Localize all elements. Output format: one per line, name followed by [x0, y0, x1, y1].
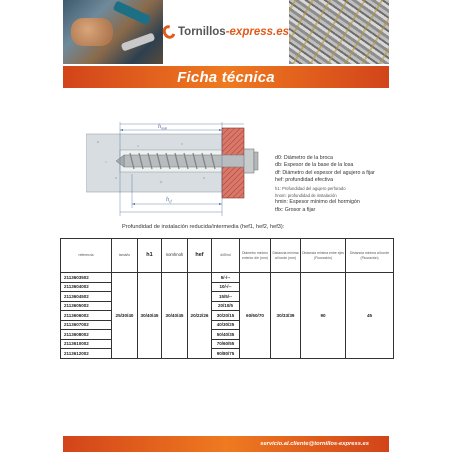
legend-line: hnom: profundidad de instalación — [275, 193, 337, 199]
footer-band — [63, 436, 389, 452]
code-cell: 2113607002 — [61, 320, 112, 330]
code-cell: 2113605002 — [61, 301, 112, 311]
hef-label: $h_{ef}$ — [166, 197, 172, 204]
edge-distance-cell: 30/33/39 — [271, 273, 301, 359]
page-title: Ficha técnica — [177, 68, 275, 86]
legend-line: db: Espesor de la base de la losa — [275, 162, 354, 169]
legend-line: d0: Diámetro de la broca — [275, 155, 334, 161]
code-cell: 2113604502 — [61, 292, 112, 302]
tfix-cell: 10/-/-- — [212, 282, 240, 292]
header-cell: d/Ø/nd — [212, 239, 240, 273]
logo-icon — [160, 23, 177, 41]
header-banner — [63, 0, 389, 64]
table-subtitle: Profundidad de instalación reducida/intermedia (hef1, hef2, hef3): — [122, 224, 285, 230]
footer-email-link[interactable]: servicio.al.cliente@tornillos-express.es — [260, 441, 369, 447]
legend-line: hef: profundidad efectiva — [275, 177, 334, 184]
header-photo-screws — [289, 0, 389, 64]
legend-line: hmin: Espesor mínimo del hormigón — [275, 199, 360, 206]
code-cell: 2113604002 — [61, 282, 112, 292]
code-cell: 2113603502 — [61, 273, 112, 283]
tfix-cell: 50/40/35 — [212, 330, 240, 340]
table-row — [61, 273, 394, 283]
header-cell: hef — [188, 239, 212, 273]
edge-fluor-cell: 45 — [346, 273, 394, 359]
screw-anchor-diagram — [86, 118, 268, 230]
title-band — [63, 66, 389, 88]
tfix-cell: 5/-/-- — [212, 273, 240, 283]
tfix-cell: 40/30/25 — [212, 320, 240, 330]
header-cell: Distancia mínima entre ejes (Fluoración) — [301, 239, 346, 273]
screw-head — [244, 149, 254, 173]
legend-line: tfix: Grosor a fijar — [275, 206, 316, 213]
hnom-cell: 30/40/45 — [162, 273, 188, 359]
hnom-label: $h_{nom}$ — [158, 124, 168, 131]
tfix-cell: 70/60/55 — [212, 339, 240, 349]
size-cell: 25/30/40 — [112, 273, 138, 359]
min-thickness-cell: 60/60/70 — [240, 273, 271, 359]
logo[interactable] — [163, 0, 289, 64]
header-cell: Diámetro mínimo exterior d/e (mm) — [240, 239, 271, 273]
code-cell: 2113608002 — [61, 330, 112, 340]
code-cell: 2113606002 — [61, 311, 112, 321]
header-cell: Distancia mínima al borde (Fluoración) — [346, 239, 394, 273]
hef-cell: 20/22/26 — [188, 273, 212, 359]
header-cell: tamaño — [112, 239, 138, 273]
code-cell: 2113610002 — [61, 339, 112, 349]
header-cell: h1 — [138, 239, 162, 273]
tfix-cell: 90/80/75 — [212, 349, 240, 359]
header-cell: referencia — [61, 239, 112, 273]
diagram-legend — [275, 155, 395, 214]
code-cell: 2113612002 — [61, 349, 112, 359]
header-cell: Distancia mínima al borde (mm) — [271, 239, 301, 273]
h1-cell: 30/40/45 — [138, 273, 162, 359]
table-header-row — [61, 239, 394, 273]
legend-line: df: Diámetro del espesor del agujero a fijar — [275, 169, 375, 176]
spec-table — [60, 238, 394, 359]
tfix-cell: 15/5/-- — [212, 292, 240, 302]
legend-line: h1: Profundidad del agujero perforado — [275, 185, 346, 191]
spacing-cell: 90 — [301, 273, 346, 359]
tfix-cell: 30/20/15 — [212, 311, 240, 321]
logo-text: Tornillos-express.es — [178, 26, 289, 38]
tfix-cell: 20/10/5 — [212, 301, 240, 311]
header-cell: nomhnoh — [162, 239, 188, 273]
header-photo-tools — [63, 0, 163, 64]
